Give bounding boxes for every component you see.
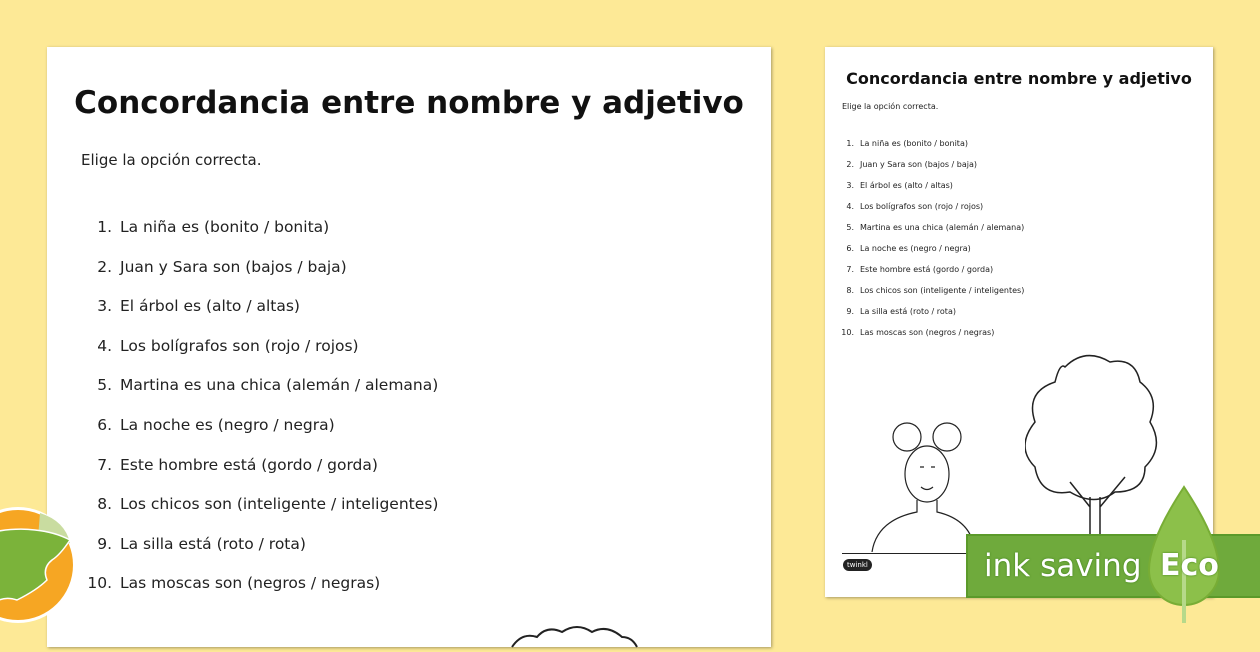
question-item bbox=[87, 337, 438, 377]
question-number: 2. bbox=[846, 160, 854, 169]
question-item bbox=[87, 218, 438, 258]
question-number: 9. bbox=[97, 534, 112, 553]
question-text: La niña es (bonito / bonita) bbox=[120, 218, 330, 236]
question-text: La noche es (negro / negra) bbox=[120, 415, 335, 434]
question-item bbox=[840, 160, 1024, 181]
question-text: Los chicos son (inteligente / inteligentes) bbox=[860, 286, 1025, 295]
question-item bbox=[87, 258, 438, 298]
question-list-small bbox=[840, 139, 1024, 349]
question-item bbox=[840, 223, 1024, 244]
question-text: La silla está (roto / rota) bbox=[860, 307, 956, 316]
question-text: Los bolígrafos son (rojo / rojos) bbox=[860, 202, 984, 211]
question-text: Este hombre está (gordo / gorda) bbox=[120, 455, 378, 474]
question-text: Las moscas son (negros / negras) bbox=[860, 328, 995, 337]
question-item bbox=[840, 328, 1024, 349]
question-item bbox=[87, 376, 438, 416]
question-number: 1. bbox=[846, 139, 854, 148]
question-text: Martina es una chica (alemán / alemana) bbox=[120, 376, 439, 395]
worksheet-title-small: Concordancia entre nombre y adjetivo bbox=[846, 69, 1192, 88]
question-number: 3. bbox=[97, 297, 112, 316]
question-text: La silla está (roto / rota) bbox=[120, 534, 306, 553]
question-item bbox=[840, 202, 1024, 223]
question-number: 8. bbox=[846, 286, 854, 295]
question-number: 4. bbox=[97, 336, 112, 355]
instruction: Elige la opción correcta. bbox=[81, 151, 262, 169]
question-list bbox=[87, 218, 438, 614]
question-item bbox=[87, 495, 438, 535]
question-number: 5. bbox=[97, 376, 112, 395]
tree-illustration bbox=[507, 602, 657, 652]
question-item bbox=[87, 297, 438, 337]
question-text: La niña es (bonito / bonita) bbox=[860, 139, 968, 148]
question-item bbox=[87, 574, 438, 614]
instruction-small: Elige la opción correcta. bbox=[842, 102, 939, 111]
question-text: Juan y Sara son (bajos / baja) bbox=[860, 160, 978, 169]
spain-map-badge bbox=[0, 505, 78, 625]
question-item bbox=[87, 456, 438, 496]
question-item bbox=[87, 416, 438, 456]
question-number: 3. bbox=[846, 181, 854, 190]
question-item bbox=[840, 286, 1024, 307]
question-number: 8. bbox=[97, 495, 112, 514]
question-number: 5. bbox=[846, 223, 854, 232]
question-text: Las moscas son (negros / negras) bbox=[120, 574, 381, 593]
question-item bbox=[87, 535, 438, 575]
question-item bbox=[840, 265, 1024, 286]
question-item bbox=[840, 307, 1024, 328]
question-number: 7. bbox=[846, 265, 854, 274]
worksheet-preview-large bbox=[47, 47, 771, 647]
question-item bbox=[840, 139, 1024, 160]
question-number: 10. bbox=[87, 574, 112, 593]
ink-saving-label: ink saving bbox=[984, 548, 1142, 584]
girl-illustration bbox=[865, 412, 975, 552]
question-text: El árbol es (alto / altas) bbox=[860, 181, 953, 190]
question-text: Los bolígrafos son (rojo / rojos) bbox=[120, 336, 359, 355]
question-number: 1. bbox=[97, 218, 112, 236]
question-text: Martina es una chica (alemán / alemana) bbox=[860, 223, 1025, 232]
question-number: 4. bbox=[846, 202, 854, 211]
eco-label: Eco bbox=[1160, 548, 1219, 583]
question-number: 7. bbox=[97, 455, 112, 474]
question-number: 2. bbox=[97, 257, 112, 276]
question-number: 9. bbox=[846, 307, 854, 316]
question-text: Juan y Sara son (bajos / baja) bbox=[120, 257, 347, 276]
question-item bbox=[840, 244, 1024, 265]
worksheet-title: Concordancia entre nombre y adjetivo bbox=[74, 85, 744, 121]
question-number: 6. bbox=[846, 244, 854, 253]
twinkl-logo: twinkl bbox=[843, 559, 872, 571]
question-text: El árbol es (alto / altas) bbox=[120, 297, 300, 316]
question-text: La noche es (negro / negra) bbox=[860, 244, 971, 253]
question-item bbox=[840, 181, 1024, 202]
question-text: Este hombre está (gordo / gorda) bbox=[860, 265, 994, 274]
question-text: Los chicos son (inteligente / inteligentes) bbox=[120, 495, 439, 514]
question-number: 6. bbox=[97, 415, 112, 434]
question-number: 10. bbox=[841, 328, 854, 337]
